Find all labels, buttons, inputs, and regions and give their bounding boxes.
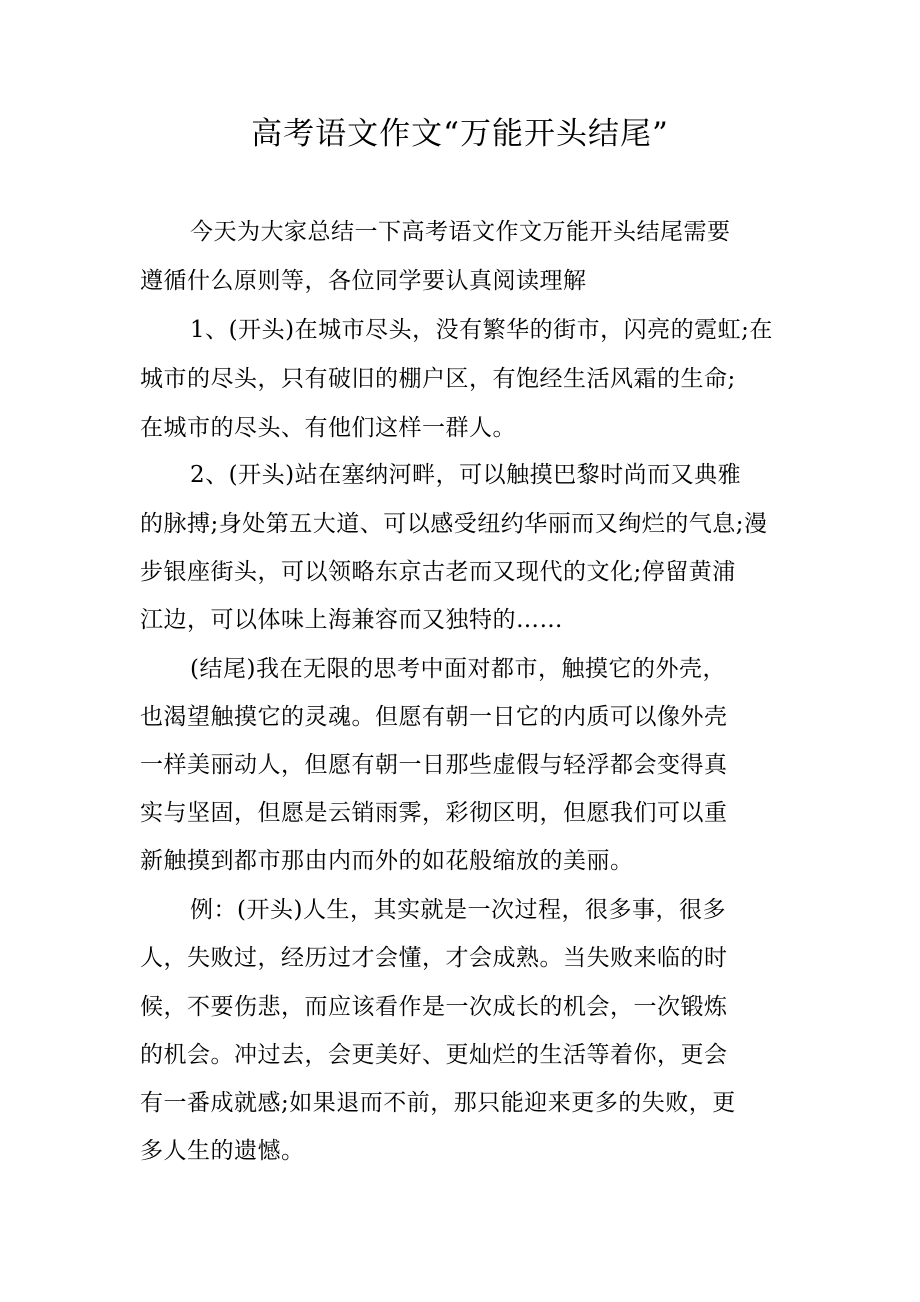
paragraph-2-line-3: 在城市的尽头、有他们这样一群人。 xyxy=(140,415,516,441)
paragraph-4-line-4: 实与坚固，但愿是云销雨霁，彩彻区明，但愿我们可以重 xyxy=(140,800,728,826)
paragraph-4-line-2: 也渴望触摸它的灵魂。但愿有朝一日它的内质可以像外壳 xyxy=(140,704,728,730)
paragraph-2-line-1: 1、(开头)在城市尽头，没有繁华的街市，闪亮的霓虹;在 xyxy=(190,317,773,343)
paragraph-5-line-6: 多人生的遗憾。 xyxy=(140,1138,305,1164)
document-title: 高考语文作文“万能开头结尾” xyxy=(251,116,669,152)
paragraph-4-line-1: (结尾)我在无限的思考中面对都市，触摸它的外壳， xyxy=(190,656,726,682)
paragraph-5-line-4: 的机会。冲过去，会更美好、更灿烂的生活等着你，更会 xyxy=(140,1042,728,1068)
paragraph-5-line-5: 有一番成就感;如果退而不前，那只能迎来更多的失败，更 xyxy=(140,1090,736,1116)
paragraph-3-line-4: 江边，可以体味上海兼容而又独特的…… xyxy=(140,607,563,633)
paragraph-4-line-5: 新触摸到都市那由内而外的如花般缩放的美丽。 xyxy=(140,848,634,874)
paragraph-4-line-3: 一样美丽动人，但愿有朝一日那些虚假与轻浮都会变得真 xyxy=(140,752,728,778)
paragraph-3-line-3: 步银座街头，可以领略东京古老而又现代的文化;停留黄浦 xyxy=(140,559,736,585)
paragraph-3-line-1: 2、(开头)站在塞纳河畔，可以触摸巴黎时尚而又典雅 xyxy=(190,462,742,488)
paragraph-1-line-2: 遵循什么原则等，各位同学要认真阅读理解 xyxy=(140,268,587,294)
paragraph-5-line-1: 例：(开头)人生，其实就是一次过程，很多事，很多 xyxy=(190,897,726,923)
paragraph-1-line-1: 今天为大家总结一下高考语文作文万能开头结尾需要 xyxy=(190,219,731,245)
paragraph-2-line-2: 城市的尽头，只有破旧的棚户区，有饱经生活风霜的生命; xyxy=(140,366,736,392)
paragraph-3-line-2: 的脉搏;身处第五大道、可以感受纽约华丽而又绚烂的气息;漫 xyxy=(140,511,768,537)
paragraph-5-line-3: 候，不要伤悲，而应该看作是一次成长的机会，一次锻炼 xyxy=(140,994,728,1020)
paragraph-5-line-2: 人，失败过，经历过才会懂，才会成熟。当失败来临的时 xyxy=(140,945,728,971)
